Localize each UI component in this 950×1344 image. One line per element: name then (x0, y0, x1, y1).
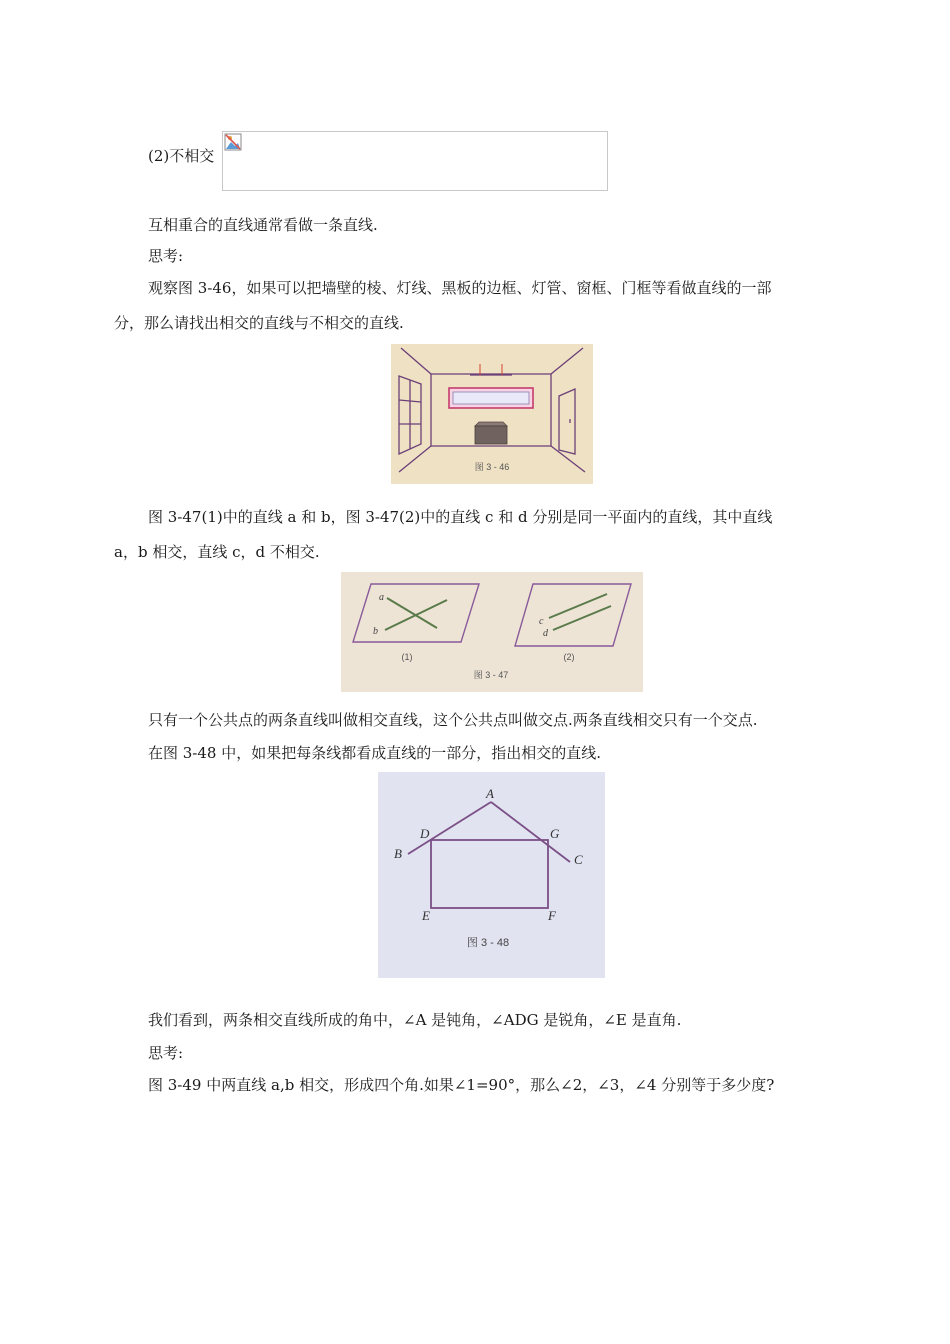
paragraph-observe-1: 观察图 3-46，如果可以把墙壁的棱、灯线、黑板的边框、灯管、窗框、门框等看做直线的一部 (148, 279, 772, 297)
label-F: F (548, 908, 556, 923)
label-E: E (422, 908, 430, 923)
paragraph-coincide: 互相重合的直线通常看做一条直线. (148, 216, 378, 234)
paragraph-definition: 只有一个公共点的两条直线叫做相交直线，这个公共点叫做交点.两条直线相交只有一个交点. (148, 711, 758, 729)
paragraph-observe-2: 分，那么请找出相交的直线与不相交的直线. (114, 314, 404, 332)
label-A: A (486, 786, 494, 801)
paragraph-fig49-question: 图 3-49 中两直线 a,b 相交，形成四个角.如果∠1=90°，那么∠2，∠3，∠4 分别等于多少度? (148, 1076, 775, 1094)
figure-3-46-caption: 图 3 - 46 (474, 462, 510, 472)
paragraph-fig47-2: a，b 相交，直线 c，d 不相交. (114, 543, 320, 561)
label-D: D (420, 826, 430, 841)
figure-3-46 (391, 344, 593, 484)
broken-image-icon (224, 133, 242, 151)
broken-image-placeholder (222, 131, 608, 191)
label-d: d (543, 628, 548, 639)
figure-3-47 (341, 572, 643, 692)
paragraph-fig47-1: 图 3-47(1)中的直线 a 和 b，图 3-47(2)中的直线 c 和 d 分别是同一平面内的直线，其中直线 (148, 508, 773, 526)
heading-think-2: 思考: (148, 1044, 184, 1062)
label-a: a (379, 592, 384, 603)
paragraph-fig48-question: 在图 3-48 中，如果把每条线都看成直线的一部分，指出相交的直线. (148, 744, 602, 762)
label-b: b (373, 626, 378, 637)
label-B: B (394, 846, 402, 861)
figure-3-48 (378, 772, 605, 978)
heading-think-1: 思考: (148, 247, 184, 265)
label-G: G (550, 826, 560, 841)
figure-3-47-sub2: (2) (563, 652, 575, 662)
label-c: c (539, 616, 544, 627)
figure-3-47-sub1: (1) (401, 652, 413, 662)
paragraph-angles: 我们看到，两条相交直线所成的角中，∠A 是钝角，∠ADG 是锐角，∠E 是直角. (148, 1011, 682, 1029)
label-C: C (574, 852, 583, 867)
intro-label: (2)不相交 (148, 147, 215, 165)
figure-3-48-caption: 图 3 - 48 (466, 937, 510, 949)
figure-3-47-caption: 图 3 - 47 (473, 670, 509, 680)
